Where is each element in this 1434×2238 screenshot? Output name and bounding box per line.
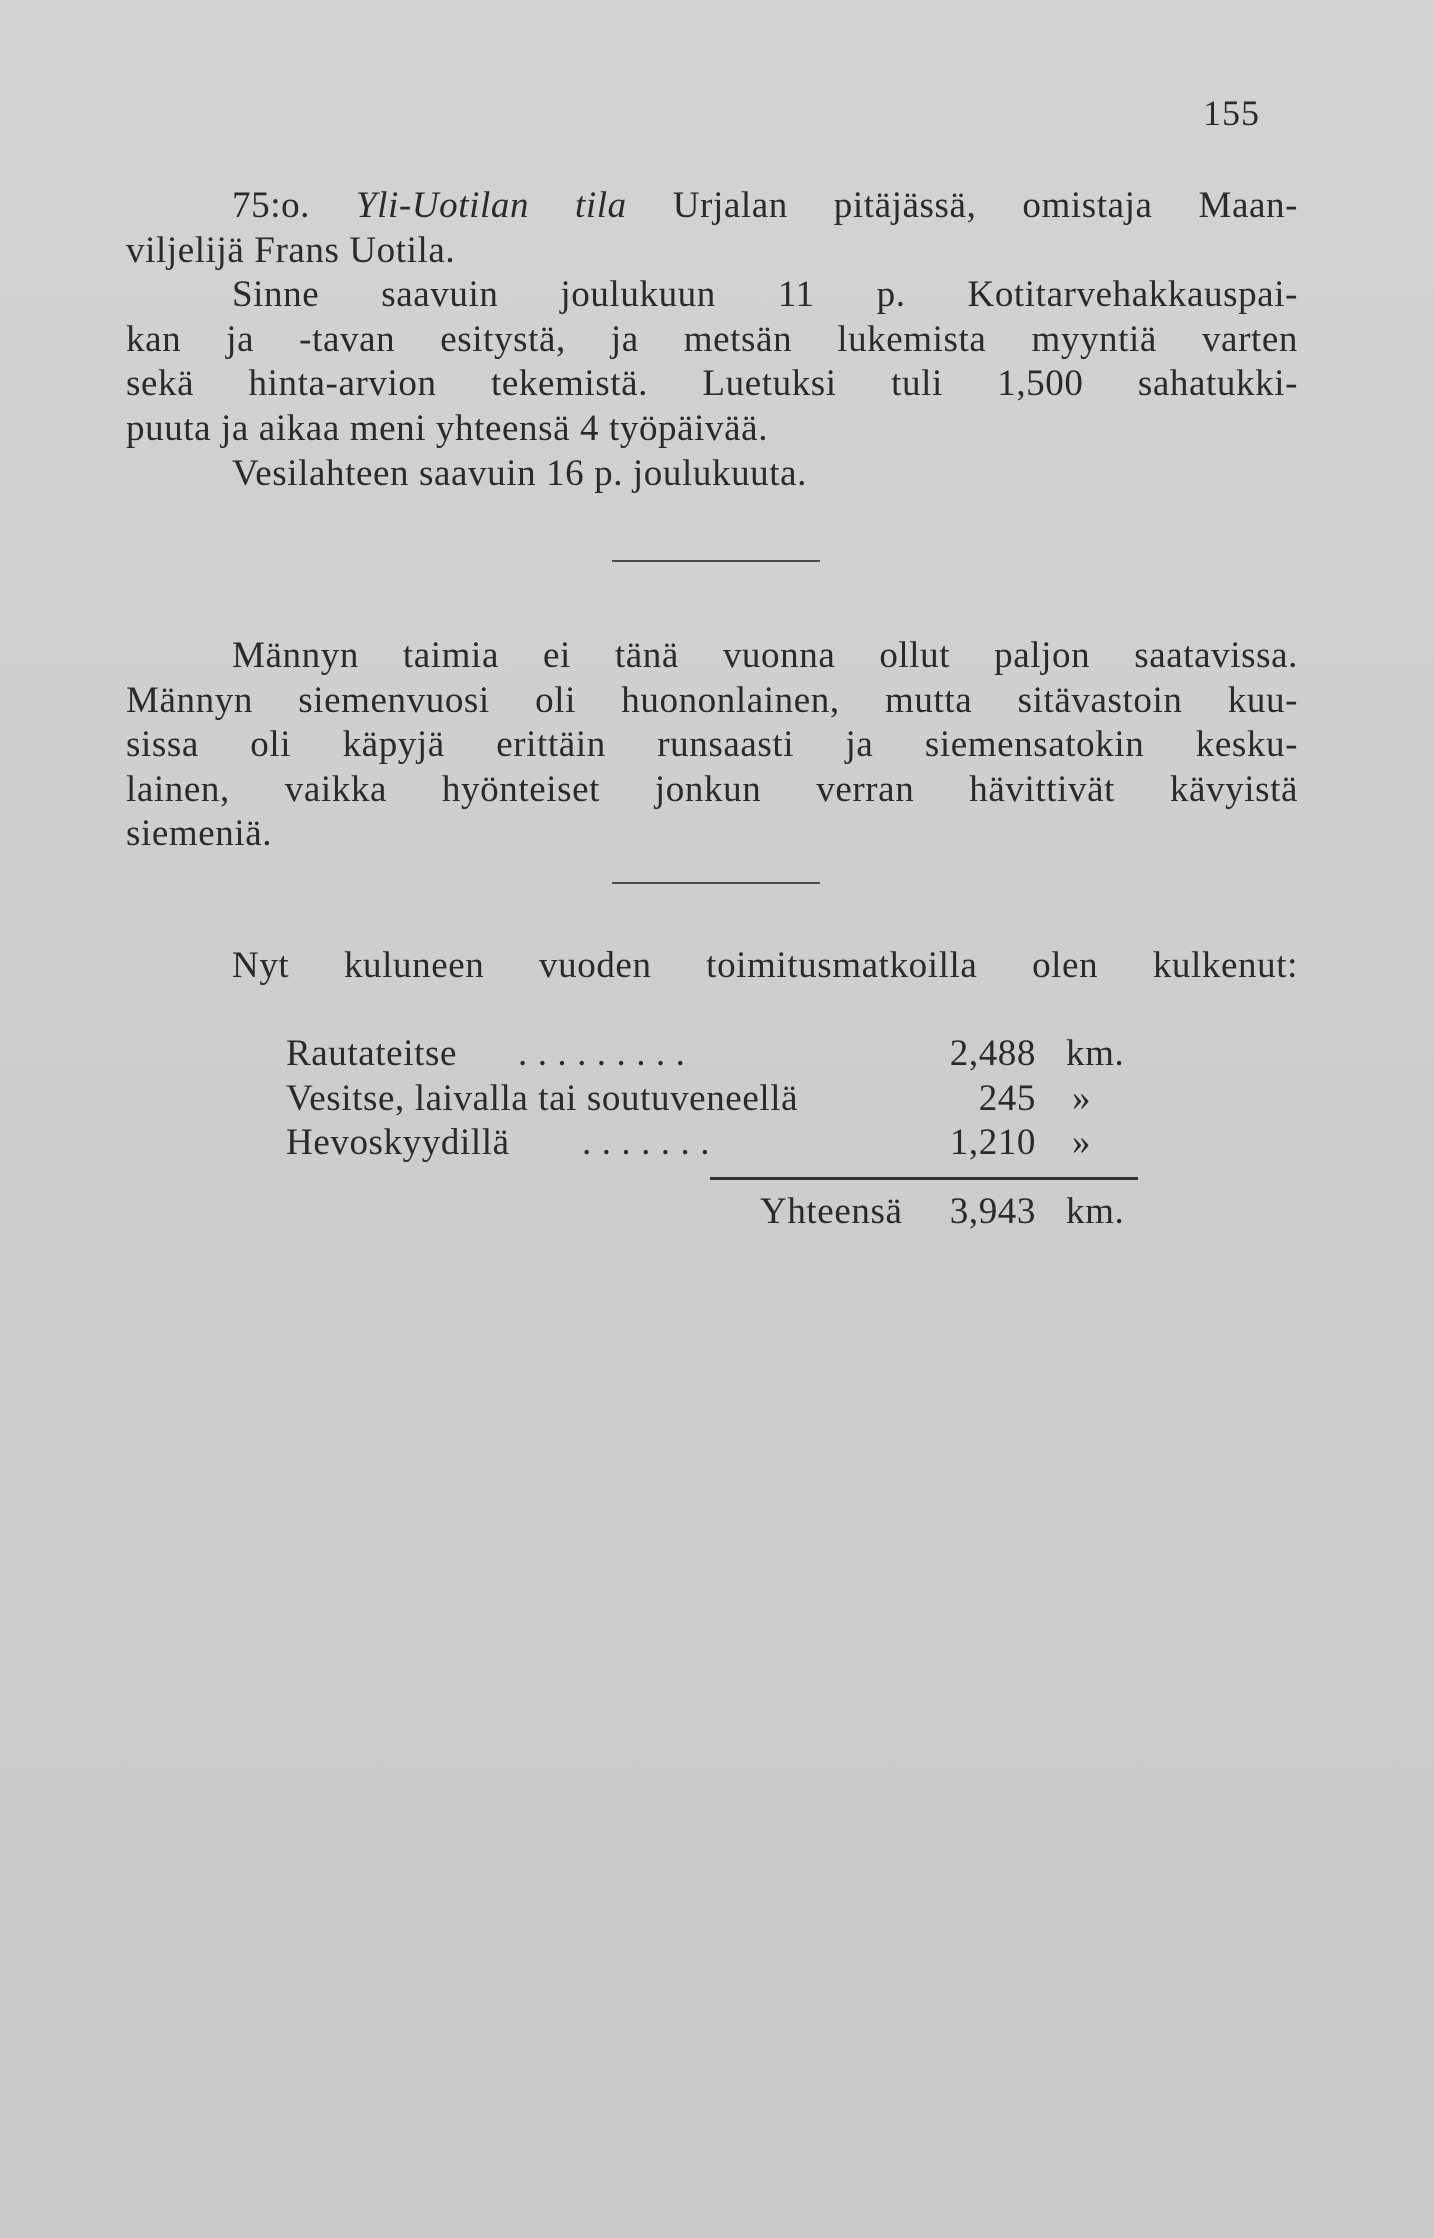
travel-leader-dots: . . . . . . .	[582, 1122, 711, 1164]
travel-intro-block	[126, 944, 1298, 989]
travel-unit: km.	[1066, 1033, 1125, 1074]
travel-leader-dots: . . . . . . . . .	[518, 1033, 686, 1074]
entry-para2-line3: sekä hinta-arvion tekemistä. Luetuksi tuli 1,500 sahatukki-	[126, 363, 1298, 405]
travel-label: Vesitse, laivalla tai soutuveneellä	[286, 1077, 799, 1119]
travel-row	[286, 1121, 1146, 1166]
travel-total	[286, 1190, 1146, 1235]
pine-line1: Männyn taimia ei tänä vuonna ollut paljon saatavissa.	[232, 635, 1298, 676]
entry-line1-rest: Urjalan pitäjässä, omistaja Maan-	[672, 185, 1299, 226]
travel-value: 1,210	[949, 1122, 1036, 1164]
travel-label: Rautateitse	[286, 1033, 457, 1074]
pine-line5: siemeniä.	[126, 813, 273, 855]
travel-value: 245	[978, 1077, 1036, 1119]
travel-intro: Nyt kuluneen vuoden toimitusmatkoilla olen kulkenut:	[232, 945, 1298, 986]
total-unit: km.	[1066, 1191, 1125, 1232]
section-divider-1	[612, 560, 820, 562]
entry-para2-line1: Sinne saavuin joulukuun 11 p. Kotitarvehakkauspai-	[232, 274, 1298, 316]
pine-line2: Männyn siemenvuosi oli huononlainen, mutta sitävastoin kuu-	[126, 679, 1298, 721]
travel-label: Hevoskyydillä	[286, 1122, 510, 1164]
travel-unit: »	[1072, 1122, 1092, 1164]
entry-para2-line4: puuta ja aikaa meni yhteensä 4 työpäivää.	[126, 407, 769, 449]
pine-paragraph	[126, 634, 1298, 857]
travel-row	[286, 1032, 1146, 1077]
section-divider-2	[612, 882, 820, 884]
estate-name: Yli-Uotilan tila	[355, 185, 627, 226]
page-number: 155	[1203, 93, 1260, 133]
pine-line3: sissa oli käpyjä erittäin runsaasti ja siemensatokin kesku-	[126, 724, 1298, 766]
travel-value: 2,488	[949, 1033, 1036, 1074]
entry-75-block	[126, 184, 1298, 496]
entry-line2: viljelijä Frans Uotila.	[126, 229, 456, 271]
total-underline	[710, 1177, 1138, 1180]
pine-line4: lainen, vaikka hyönteiset jonkun verran hävittivät kävyistä	[126, 768, 1298, 810]
total-value: 3,943	[949, 1191, 1036, 1232]
entry-number: 75:o.	[232, 185, 311, 226]
travel-unit: »	[1072, 1077, 1092, 1119]
entry-heading-line	[126, 184, 1298, 229]
travel-row	[286, 1077, 1146, 1122]
travel-table	[286, 1032, 1146, 1166]
entry-para3: Vesilahteen saavuin 16 p. joulukuuta.	[232, 452, 808, 494]
entry-para2-line2: kan ja -tavan esitystä, ja metsän lukemista myyntiä varten	[126, 318, 1298, 360]
total-row	[286, 1190, 1146, 1235]
total-label: Yhteensä	[760, 1191, 903, 1232]
